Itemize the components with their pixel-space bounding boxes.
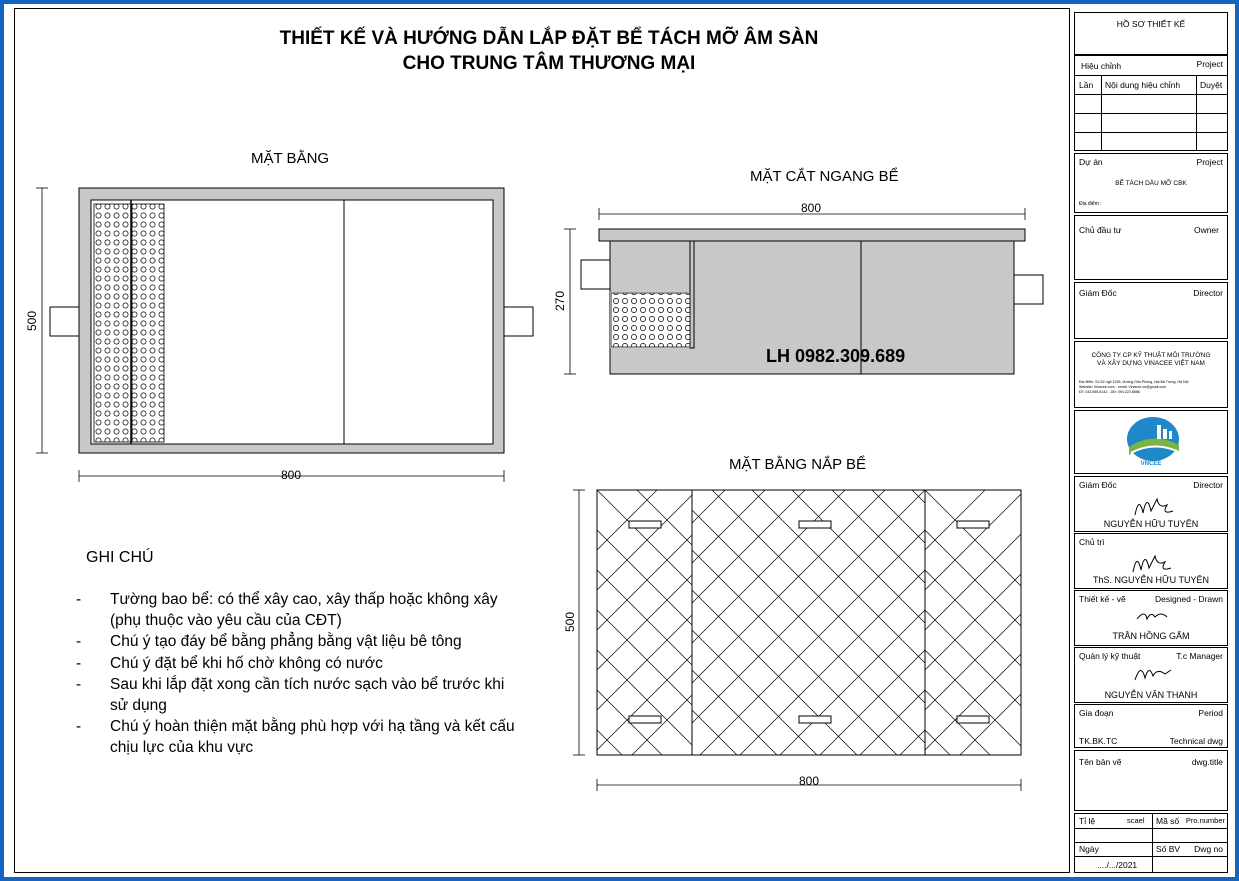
drawing-subtitle: CHO TRUNG TÂM THƯƠNG MẠI xyxy=(402,53,696,74)
title-block xyxy=(1070,8,1235,873)
cover-dim-width: 800 xyxy=(799,774,820,788)
tb-hoso: HỒ SƠ THIẾT KẾ xyxy=(1074,12,1228,55)
tb-designer: Thiết kế - vẽ Designed - Drawn TRẦN HỒNG GẤM xyxy=(1074,590,1228,646)
tb-company: CÔNG TY CP KỸ THUẬT MÔI TRƯỜNG VÀ XÂY DỰNG VINACEE VIỆT NAM Địa điểm: Số 52 ngõ 1295, đường Giải Phóng, Hai Bà Trưng, Hà Nội Website: Vinacee.com - email: Vinacee.vn@gmail.com ĐT: 043.685.8142 - DĐ: 094.222.8886 xyxy=(1074,341,1228,408)
tb-director: Giám Đốc Director NGUYỄN HỮU TUYÊN xyxy=(1074,476,1228,532)
tb-project: Dự án Project BỂ TÁCH DẦU MỠ CBK Địa điểm : xyxy=(1074,153,1228,213)
project-name: BỂ TÁCH DẦU MỠ CBK xyxy=(1115,180,1187,187)
tb-period: Gia đoạn Period TK.BK.TC Technical dwg xyxy=(1074,704,1228,748)
tb-dwg-title: Tên bản vẽ dwg.title xyxy=(1074,750,1228,811)
signature-manager-icon xyxy=(1075,658,1227,692)
tb-logo: VNCEE xyxy=(1074,410,1228,474)
note-item: - Chú ý tạo đáy bể bằng phẳng bằng vật liệu bê tông xyxy=(76,632,516,653)
section-label: MẶT CẮT NGANG BỂ xyxy=(750,168,899,185)
tb-director-top: Giám Đốc Director xyxy=(1074,282,1228,339)
note-item: - Sau khi lắp đặt xong cần tích nước sạch vào bể trước khi sử dụng xyxy=(76,675,516,716)
tb-owner: Chủ đầu tư Owner xyxy=(1074,215,1228,280)
notes-heading: GHI CHÚ xyxy=(86,549,154,566)
drawing-sheet xyxy=(4,4,1235,877)
drawing-title: THIẾT KẾ VÀ HƯỚNG DẪN LẮP ĐẶT BỂ TÁCH MỠ ÂM SÀN xyxy=(279,28,819,49)
section-dim-height: 270 xyxy=(553,290,568,312)
notes-list xyxy=(76,590,516,759)
section-dim-width: 800 xyxy=(801,201,822,215)
tb-numbers: Tỉ lệ scael Mã số Pro.number Ngày Số BV Dwg no ..../.../2021 xyxy=(1074,813,1228,873)
tb-manager: Quản lý kỹ thuật T.c Manager NGUYỄN VĂN THANH xyxy=(1074,647,1228,703)
plan-view xyxy=(36,188,533,482)
plan-dim-height: 500 xyxy=(25,310,40,332)
contact-phone: LH 0982.309.689 xyxy=(766,346,906,366)
note-item: - Tường bao bể: có thể xây cao, xây thấp hoặc không xây (phụ thuộc vào yêu cầu của CĐT) xyxy=(76,590,516,631)
plan-label: MẶT BẰNG xyxy=(251,150,330,167)
cover-dim-height: 500 xyxy=(563,611,578,633)
note-item: - Chú ý hoàn thiện mặt bằng phù hợp với hạ tầng và kết cấu chịu lực của khu vực xyxy=(76,717,516,758)
note-item: - Chú ý đặt bể khi hố chờ không có nước xyxy=(76,654,516,675)
tb-chu-tri: Chủ trì ThS. NGUYỄN HỮU TUYÊN xyxy=(1074,533,1228,589)
signature-designer-icon xyxy=(1075,601,1227,631)
tb-revisions: Hiệu chỉnh Project Lần Nội dung hiệu chỉnh Duyệt xyxy=(1074,55,1228,151)
cover-label: MẶT BẰNG NẮP BỂ xyxy=(729,456,866,473)
plan-dim-width: 800 xyxy=(281,468,302,482)
